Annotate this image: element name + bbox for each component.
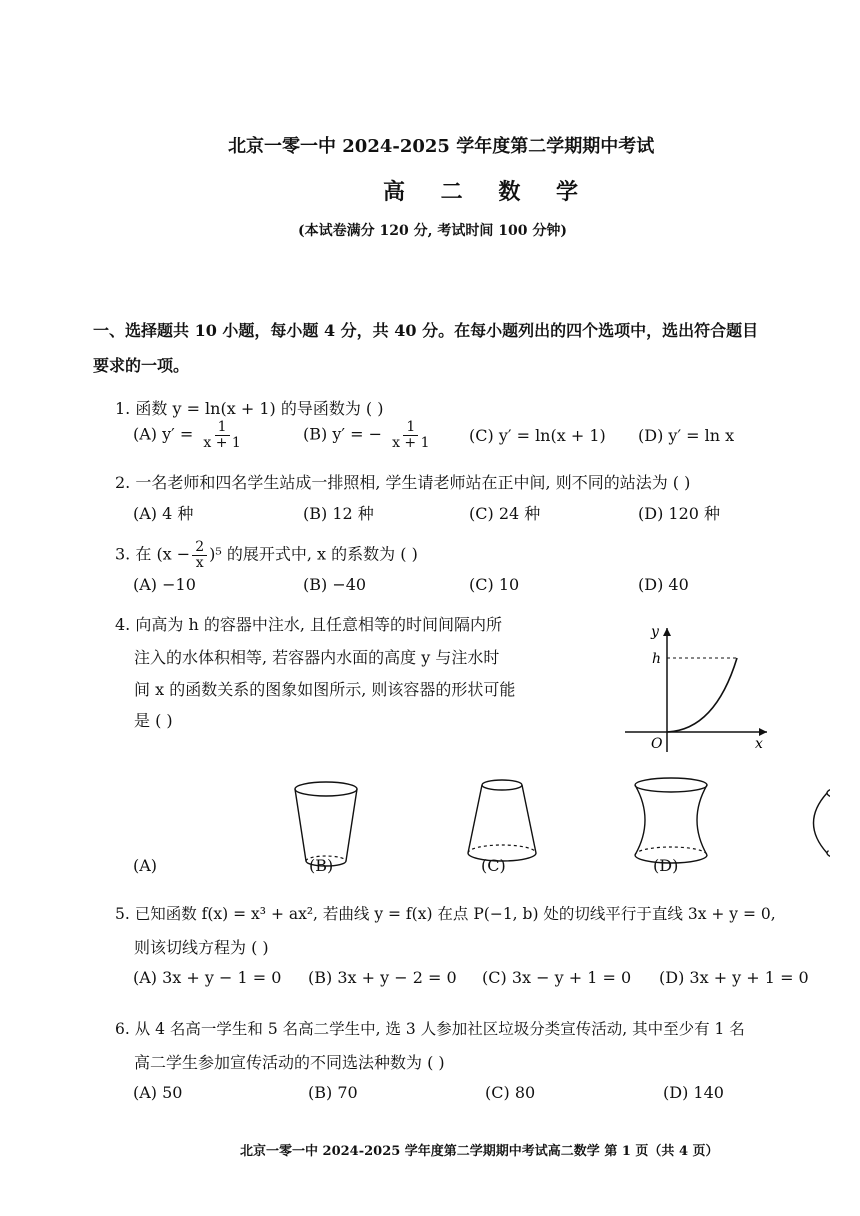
q6-line2: 高二学生参加宣传活动的不同选法种数为 ( ) [134,1053,445,1072]
section-heading-line1: 一、选择题共 10 小题，每小题 4 分，共 40 分。在每小题列出的四个选项中，选出符合题目 [93,321,759,340]
page-subtitle: 高 二 数 学 [383,179,592,205]
q2-stem: 2. 一名老师和四名学生站成一排照相, 学生请老师站在正中间, 则不同的站法为 ( ) [115,473,691,492]
y-axis-arrow-icon [663,628,671,636]
q3-stem-prefix: 3. 在 (x − [115,544,191,564]
q3-stem-suffix: )⁵ 的展开式中, x 的系数为 ( ) [209,544,418,564]
q3-stem [115,540,418,570]
container-d-icon [814,785,831,861]
exam-note: (本试卷满分 120 分, 考试时间 100 分钟) [298,223,567,239]
q6-option-b: (B) 70 [308,1083,358,1102]
q6-option-c: (C) 80 [485,1083,536,1102]
q4-option-b: (B) [309,856,334,875]
q6-option-a: (A) 50 [133,1083,183,1102]
q1-option-d: (D) y′ = ln x [638,426,735,445]
water-height-curve [667,658,737,732]
q2-option-b: (B) 12 种 [303,504,374,523]
q1-option-a [133,420,246,450]
q6-option-d: (D) 140 [663,1083,724,1102]
q1-b-prefix: (B) y′ = − [303,424,382,444]
q5-option-c: (C) 3x − y + 1 = 0 [482,968,632,987]
q6-line1: 6. 从 4 名高一学生和 5 名高二学生中, 选 3 人参加社区垃圾分类宣传活动, 其中至少有 1 名 [115,1020,745,1038]
q5-option-b: (B) 3x + y − 2 = 0 [308,968,457,987]
q2-option-c: (C) 24 种 [469,504,541,523]
q3-option-b: (B) −40 [303,575,367,594]
q4-line2: 注入的水体积相等, 若容器内水面的高度 y 与注水时 [134,648,500,667]
q5-line2: 则该切线方程为 ( ) [134,938,269,957]
q4-containers [130,775,830,885]
q5-line1: 5. 已知函数 f(x) = x³ + ax², 若曲线 y = f(x) 在点 P(−1, b) 处的切线平行于直线 3x + y = 0, [115,905,776,923]
container-b-icon [468,780,536,861]
origin-label: O [651,736,663,752]
exam-title: 北京一零一中 2024-2025 学年度第二学期期中考试 [228,136,655,157]
q4-option-c: (C) [481,856,506,875]
q3-option-a: (A) −10 [133,575,196,594]
q1-b-fraction: $\frac{1}{x + 1}$ [392,419,430,451]
q3-option-d: (D) 40 [638,575,689,594]
q4-option-a: (A) [133,856,158,875]
h-label: h [652,651,662,667]
container-c-icon [635,778,707,863]
q3-fraction: $\frac{2}{x}$ [192,540,207,570]
q1-stem: 1. 函数 y = ln(x + 1) 的导函数为 ( ) [115,399,384,418]
q4-graph [615,618,775,758]
section-heading-line2: 要求的一项。 [93,356,190,375]
q2-option-d: (D) 120 种 [638,504,721,523]
y-label: y [651,624,659,640]
q1-a-prefix: (A) y′ = [133,424,194,444]
q1-option-c: (C) y′ = ln(x + 1) [469,426,606,445]
x-axis-arrow-icon [759,728,767,736]
q4-line4: 是 ( ) [134,711,173,730]
q4-line1: 4. 向高为 h 的容器中注水, 且任意相等的时间间隔内所 [115,615,503,634]
q3-option-c: (C) 10 [469,575,520,594]
q4-line3: 间 x 的函数关系的图象如图所示, 则该容器的形状可能 [134,680,516,699]
q4-option-d: (D) [653,856,679,875]
q2-option-a: (A) 4 种 [133,504,194,523]
q1-a-fraction: $\frac{1}{x + 1}$ [203,419,241,451]
q1-option-b [303,420,435,450]
page-footer: 北京一零一中 2024-2025 学年度第二学期期中考试高二数学 第 1 页（共 4 页） [240,1144,719,1159]
q5-option-a: (A) 3x + y − 1 = 0 [133,968,282,987]
q5-option-d: (D) 3x + y + 1 = 0 [659,968,809,987]
x-label: x [755,736,763,752]
container-a-icon [295,782,357,866]
